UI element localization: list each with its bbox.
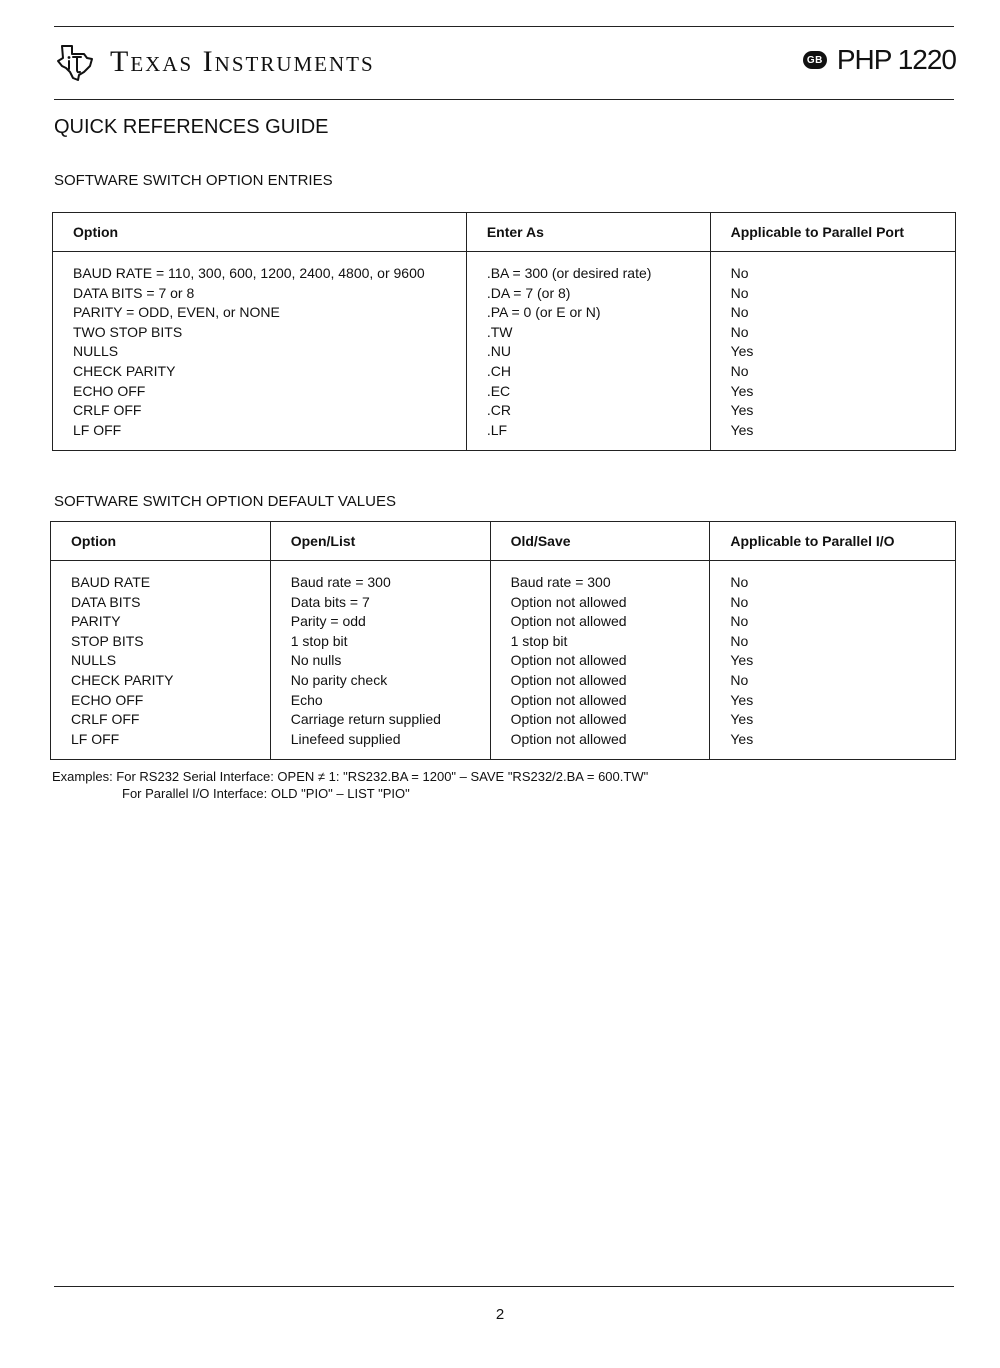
table-cell: BAUD RATE	[71, 574, 151, 590]
gb-country-badge: GB	[803, 51, 827, 69]
table-cell: No	[710, 252, 955, 284]
column-header: Applicable to Parallel I/O	[710, 522, 956, 561]
table-cell: Option not allowed	[490, 691, 710, 711]
example-serial: Examples: For RS232 Serial Interface: OPEN ≠ 1: "RS232.BA = 1200" – SAVE "RS232/2.BA = 600.TW"	[52, 769, 649, 784]
table-cell: CHECK PARITY	[73, 362, 176, 379]
table-cell: .TW	[466, 323, 710, 343]
table-cell: No	[710, 561, 956, 593]
table-cell: Option not allowed	[490, 651, 710, 671]
table-cell: DATA BITS = 7 or 8	[73, 284, 195, 301]
table-row	[51, 612, 956, 632]
table-row	[53, 401, 956, 421]
table-row	[53, 421, 956, 451]
default-values-table	[50, 521, 956, 760]
table-row	[51, 593, 956, 613]
table-cell: .CH	[466, 362, 710, 382]
table-cell: CRLF OFF	[71, 711, 140, 728]
table-cell: Option not allowed	[490, 671, 710, 691]
table-cell: Echo	[270, 691, 490, 711]
column-header: Option	[53, 213, 467, 252]
table-row	[53, 382, 956, 402]
table-cell: Yes	[710, 710, 956, 730]
table-cell: No nulls	[270, 651, 490, 671]
column-header: Option	[51, 522, 271, 561]
table-cell: Baud rate = 300	[490, 561, 710, 593]
table-cell: PARITY	[71, 613, 121, 630]
table-cell: Option not allowed	[490, 593, 710, 613]
table-cell: No	[710, 632, 956, 652]
table-cell: DATA BITS	[71, 593, 141, 610]
table-cell: No	[710, 284, 955, 304]
table-cell: Option not allowed	[490, 612, 710, 632]
footer-rule	[54, 1286, 954, 1287]
section-title-defaults: SOFTWARE SWITCH OPTION DEFAULT VALUES	[54, 493, 396, 510]
table-row	[51, 691, 956, 711]
table-cell: STOP BITS	[71, 632, 144, 649]
table-cell: Baud rate = 300	[270, 561, 490, 593]
table-row	[53, 342, 956, 362]
table-cell: CRLF OFF	[73, 402, 142, 419]
table-cell: .PA = 0 (or E or N)	[466, 303, 710, 323]
column-header: Applicable to Parallel Port	[710, 213, 955, 252]
table-cell: .CR	[466, 401, 710, 421]
table-row	[53, 323, 956, 343]
column-header: Open/List	[270, 522, 490, 561]
table-cell: Linefeed supplied	[270, 730, 490, 760]
table-cell: ECHO OFF	[73, 382, 146, 399]
header-rule	[54, 99, 954, 100]
table-cell: Yes	[710, 342, 955, 362]
product-id	[803, 44, 956, 76]
table-row	[51, 710, 956, 730]
table-row	[51, 671, 956, 691]
table-cell: .DA = 7 (or 8)	[466, 284, 710, 304]
table-row	[51, 730, 956, 760]
table-row	[53, 252, 956, 284]
brand	[54, 42, 375, 82]
option-entries-table	[52, 212, 956, 451]
table-cell: Option not allowed	[490, 710, 710, 730]
page-number: 2	[495, 1306, 505, 1323]
table-row	[51, 561, 956, 593]
company-name: Texas Instruments	[110, 45, 375, 78]
table-cell: No	[710, 303, 955, 323]
example-parallel: For Parallel I/O Interface: OLD "PIO" – LIST "PIO"	[122, 786, 410, 801]
table-cell: BAUD RATE = 110, 300, 600, 1200, 2400, 4800, or 9600	[73, 265, 425, 281]
top-rule	[54, 26, 954, 27]
table-cell: Yes	[710, 730, 956, 760]
table-row	[51, 651, 956, 671]
table-cell: Parity = odd	[270, 612, 490, 632]
table-cell: CHECK PARITY	[71, 671, 174, 688]
table-cell: NULLS	[71, 652, 117, 669]
table-cell: No	[710, 362, 955, 382]
table-cell: 1 stop bit	[490, 632, 710, 652]
table-row	[53, 284, 956, 304]
table-cell: 1 stop bit	[270, 632, 490, 652]
table-cell: No	[710, 612, 956, 632]
table-cell: Yes	[710, 401, 955, 421]
table-cell: No	[710, 593, 956, 613]
table-cell: NULLS	[73, 343, 119, 360]
table-cell: .NU	[466, 342, 710, 362]
table-cell: Carriage return supplied	[270, 710, 490, 730]
table-cell: Yes	[710, 382, 955, 402]
table-cell: No	[710, 323, 955, 343]
table-row	[53, 303, 956, 323]
table-cell: Yes	[710, 651, 956, 671]
table-cell: .EC	[466, 382, 710, 402]
table-cell: .BA = 300 (or desired rate)	[466, 252, 710, 284]
table-row	[51, 632, 956, 652]
table-cell: No	[710, 671, 956, 691]
table-cell: ECHO OFF	[71, 691, 144, 708]
product-name: PHP 1220	[836, 44, 956, 75]
table-cell: TWO STOP BITS	[73, 323, 183, 340]
table-cell: Yes	[710, 691, 956, 711]
table-cell: Data bits = 7	[270, 593, 490, 613]
column-header: Enter As	[466, 213, 710, 252]
examples-note	[52, 768, 648, 802]
table-cell: LF OFF	[73, 421, 122, 438]
table-row	[53, 362, 956, 382]
column-header: Old/Save	[490, 522, 710, 561]
section-title-entries: SOFTWARE SWITCH OPTION ENTRIES	[54, 172, 333, 189]
table-cell: Yes	[710, 421, 955, 451]
table-cell: No parity check	[270, 671, 490, 691]
table-cell: .LF	[466, 421, 710, 451]
page-title: QUICK REFERENCES GUIDE	[54, 116, 329, 138]
table-header-row	[53, 213, 956, 252]
table-cell: Option not allowed	[490, 730, 710, 760]
texas-state-ti-logo-icon	[54, 42, 96, 82]
table-cell: LF OFF	[71, 730, 120, 747]
table-cell: PARITY = ODD, EVEN, or NONE	[73, 304, 280, 321]
table-header-row	[51, 522, 956, 561]
